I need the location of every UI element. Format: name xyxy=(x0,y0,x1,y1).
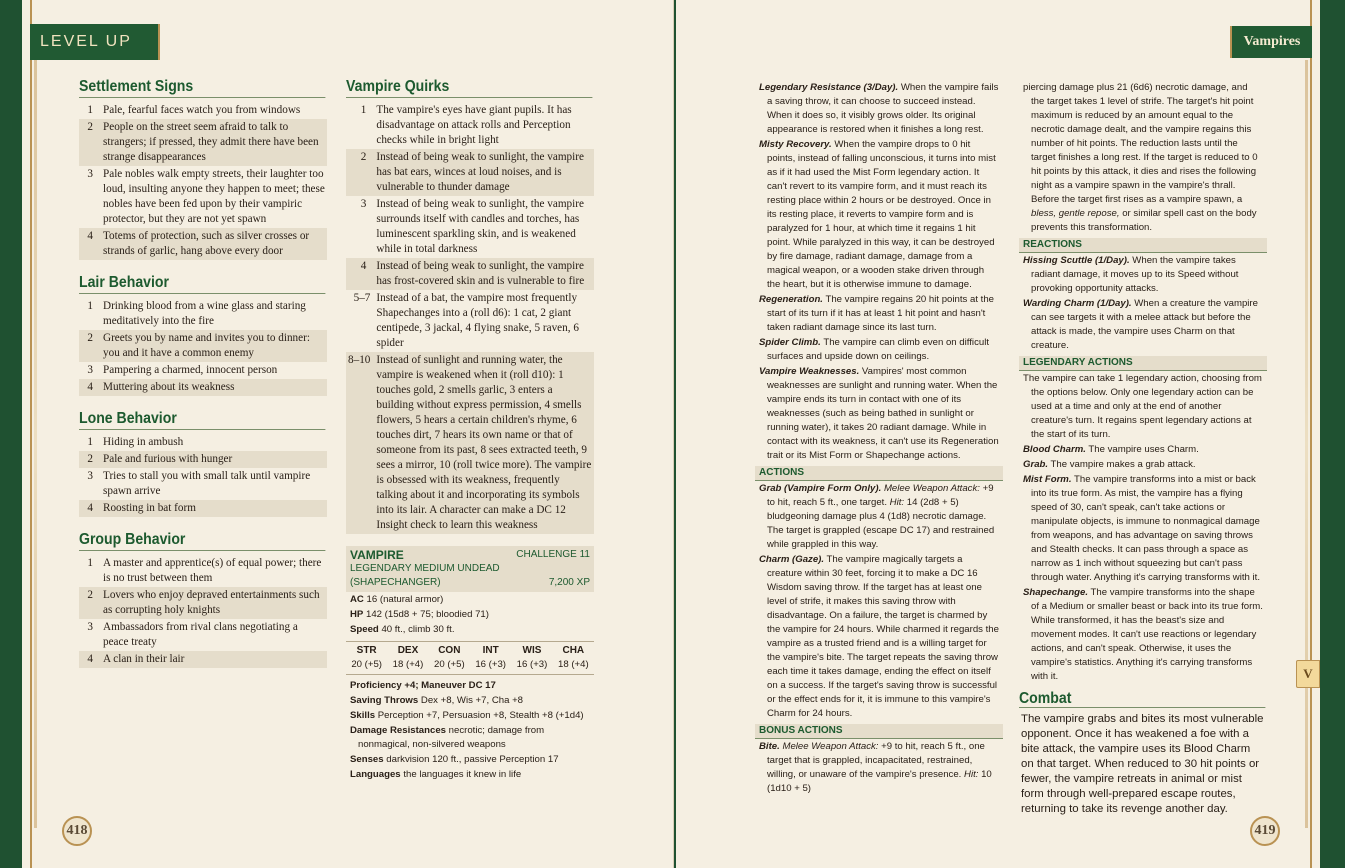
legendary-action: Shapechange. The vampire transforms into the shape of a Medium or smaller beast or back into its true form. While transformed, it has the beast's size and movement modes. It can't use reactions or legendary actions, and can't speak. Otherwise, it uses the vampire's statistics. Anything it's carrying transforms with it. xyxy=(1023,587,1263,682)
roll-number: 1 xyxy=(87,104,93,116)
creature-type: LEGENDARY MEDIUM UNDEAD xyxy=(350,563,500,574)
roll-number: 1 xyxy=(87,557,93,569)
legendary-action: Blood Charm. The vampire uses Charm. xyxy=(1023,444,1199,455)
ability-cha: CHA 18 (+4) xyxy=(557,645,589,670)
group-behavior-row xyxy=(79,651,327,668)
roll-result: Pale nobles walk empty streets, their laughter too loud, insulting anyone they happen to meet; these nobles have been fed upon by their vampiric protector, but they are not yet spawn xyxy=(103,168,325,225)
roll-number: 8–10 xyxy=(346,352,374,534)
group-behavior-row xyxy=(79,619,327,651)
roll-result: Tries to stall you with small talk until vampire spawn arrive xyxy=(103,470,311,497)
vampire-quirk-row xyxy=(346,290,594,352)
roll-result: A master and apprentice(s) of equal power; there is no trust between them xyxy=(103,557,322,584)
hit-points: HP 142 (15d8 + 75; bloodied 71) xyxy=(350,609,489,620)
vampire-quirk-row xyxy=(346,102,594,149)
roll-result: Roosting in bat form xyxy=(101,500,327,517)
group-behavior-table xyxy=(79,555,327,668)
legendary-action: Grab. The vampire makes a grab attack. xyxy=(1023,459,1196,470)
group-behavior-row xyxy=(79,555,327,587)
armor-class: AC 16 (natural armor) xyxy=(350,594,444,605)
vampire-quirks-table xyxy=(346,102,594,534)
lair-behavior-row xyxy=(79,379,327,396)
hissing-scuttle: Hissing Scuttle (1/Day). When the vampire takes radiant damage, it moves up to its Speed without provoking opportunity attacks. xyxy=(1023,255,1239,294)
roll-number: 4 xyxy=(79,379,101,396)
roll-result: Instead of being weak to sunlight, the vampire has frost-covered skin and is vulnerable to fire xyxy=(374,258,594,290)
trait: Vampire Weaknesses. Vampires' most common weaknesses are sunlight and running water. When the vampire ends its turn in contact with one of its weaknesses (such as being bathed in sunlight or running water), it takes 20 radiant damage. While in contact with its weakness, it can't use its Regeneration trait or its Mist Form or Shapechange actions. xyxy=(759,366,999,461)
trait: Misty Recovery. When the vampire drops to 0 hit points, instead of falling unconscious, it turns into mist as if it had used the Mist Form legendary action. It can't revert to its vampire form, and it must reach its resting place within 2 hours or be destroyed. Once in its resting place, it reverts to vampire form and is paralyzed for 1 hour, at which time it regains 1 hit point. While paralyzed in this way, it can be destroyed by fire damage, radiant damage, damage from a magical weapon, or a wooden stake driven through the heart, but it is otherwise immune to damage. xyxy=(759,139,996,290)
settlement-sign-row xyxy=(79,228,327,260)
roll-result: Ambassadors from rival clans negotiating a peace treaty xyxy=(103,621,298,648)
roll-result: Muttering about its weakness xyxy=(101,379,327,396)
bite-action: Bite. Melee Weapon Attack: +9 to hit, reach 5 ft., one target that is grappled, incapacitated, restrained, willing, or unaware of the vampire's presence. Hit: 10 (1d10 + 5) xyxy=(759,741,992,794)
page-number-left: 418 xyxy=(62,816,92,846)
skills: Skills Perception +7, Persuasion +8, Stealth +8 (+1d4) xyxy=(350,710,584,721)
roll-number: 1 xyxy=(87,436,93,448)
roll-result: Hiding in ambush xyxy=(103,436,184,448)
ability-int: INT 16 (+3) xyxy=(475,645,506,670)
combat-text: The vampire grabs and bites its most vulnerable opponent. Once it has weakened a foe with a bite attack, the vampire uses its Blood Charm on that target. When reduced to 30 hit points or fewer, the vampire retreats in animal or mist form through well-prepared escape routes, returning to take its revenge another day. xyxy=(1021,713,1264,815)
settlement-sign-row xyxy=(79,119,327,166)
stat-block-header xyxy=(346,546,594,592)
ability-str: STR 20 (+5) xyxy=(351,645,382,670)
roll-number: 3 xyxy=(87,364,93,376)
bite-continued: piercing damage plus 21 (6d6) necrotic damage, and the target takes 1 level of strife. The target's hit point maximum is reduced by an amount equal to the necrotic damage dealt, and the vampire regains this number of hit points. The reduction lasts until the target finishes a long rest. If the target is reduced to 0 hit points by this attack, it dies and rises the following night as a vampire spawn in the vampire's thrall. Before the target first rises as a vampire spawn, a bless, gentle repose, or similar spell cast on the body prevents this transformation. xyxy=(1023,82,1258,233)
legendary-actions-heading: LEGENDARY ACTIONS xyxy=(1019,356,1267,371)
ability-dex: DEX 18 (+4) xyxy=(392,645,424,670)
roll-number: 2 xyxy=(79,119,101,166)
roll-number: 3 xyxy=(87,168,93,180)
left-page xyxy=(22,0,674,868)
legendary-action: Mist Form. The vampire transforms into a mist or back into its true form. As mist, the vampire has a flying speed of 30, can't speak, can't take actions or manipulate objects, is immune to nonmagical damage from weapons, and has advantage on saving throws and Stealth checks. It can pass through a space as narrow as 1 inch without squeezing but can't pass through water. Anything it's carrying transforms with it. xyxy=(1023,474,1260,583)
trait: Spider Climb. The vampire can climb even on difficult surfaces and upside down on ceilings. xyxy=(759,337,989,362)
warding-charm: Warding Charm (1/Day). When a creature the vampire can see targets it with a melee attack but before the attack is made, the vampire uses Charm on that creature. xyxy=(1023,298,1258,351)
settlement-signs-table xyxy=(79,102,327,260)
lair-behavior-row xyxy=(79,362,327,379)
roll-number: 2 xyxy=(79,451,101,468)
combat-heading: Combat xyxy=(1019,692,1266,708)
ability-wis: WIS 16 (+3) xyxy=(516,645,548,670)
page-curl xyxy=(34,60,37,828)
bonus-actions-heading: BONUS ACTIONS xyxy=(755,724,1003,739)
left-column-1 xyxy=(79,78,327,668)
roll-number: 2 xyxy=(79,330,101,362)
lone-behavior-row xyxy=(79,451,327,468)
roll-result: Instead of being weak to sunlight, the vampire surrounds itself with candles and torches, has luminescent sparkling skin, and is weakened while in total darkness xyxy=(376,198,584,255)
vampire-quirk-row xyxy=(346,258,594,290)
roll-result: Lovers who enjoy depraved entertainments such as corrupting holy knights xyxy=(101,587,327,619)
group-behavior-row xyxy=(79,587,327,619)
page-curl xyxy=(1305,60,1308,828)
vampire-stat-block xyxy=(346,546,594,782)
roll-number: 4 xyxy=(79,651,101,668)
ability-con: CON 20 (+5) xyxy=(433,645,465,670)
proficiency: Proficiency +4; Maneuver DC 17 xyxy=(350,680,496,691)
page-number-right: 419 xyxy=(1250,816,1280,846)
roll-result: Instead of being weak to sunlight, the vampire has bat ears, winces at loud noises, and is vulnerable to thunder damage xyxy=(374,149,594,196)
roll-result: Instead of a bat, the vampire most frequently Shapechanges into a (roll d6): 1 cat, 2 giant centipede, 3 jackal, 4 flying snake, 5 raven, 6 spider xyxy=(376,292,579,349)
creature-name: VAMPIRE xyxy=(350,548,404,562)
speed: Speed 40 ft., climb 30 ft. xyxy=(350,624,455,635)
chapter-tab-v[interactable]: V xyxy=(1296,660,1320,688)
languages: Languages the languages it knew in life xyxy=(350,769,522,780)
right-page xyxy=(676,0,1320,868)
vampire-quirks-heading: Vampire Quirks xyxy=(346,78,593,98)
lair-behavior-table xyxy=(79,298,327,396)
lair-behavior-row xyxy=(79,298,327,330)
senses: Senses darkvision 120 ft., passive Perception 17 xyxy=(350,754,559,765)
roll-result: Totems of protection, such as silver crosses or strands of garlic, hang above every door xyxy=(101,228,327,260)
lone-behavior-heading: Lone Behavior xyxy=(79,410,326,430)
roll-number: 4 xyxy=(79,228,101,260)
lone-behavior-row xyxy=(79,468,327,500)
reactions-heading: REACTIONS xyxy=(1019,238,1267,253)
roll-result: Drinking blood from a wine glass and staring meditatively into the fire xyxy=(103,300,306,327)
roll-number: 4 xyxy=(346,258,374,290)
group-behavior-heading: Group Behavior xyxy=(79,531,326,551)
actions-heading: ACTIONS xyxy=(755,466,1003,481)
roll-result: Pale and furious with hunger xyxy=(101,451,327,468)
trait: Regeneration. The vampire regains 20 hit points at the start of its turn if it has at least 1 hit point and hasn't taken radiant damage since its last turn. xyxy=(759,294,994,333)
lair-behavior-heading: Lair Behavior xyxy=(79,274,326,294)
roll-number: 2 xyxy=(79,587,101,619)
roll-result: Pampering a charmed, innocent person xyxy=(103,364,278,376)
vampire-quirk-row xyxy=(346,196,594,258)
legendary-intro: The vampire can take 1 legendary action, choosing from the options below. Only one legendary action can be used at a time and only at the end of another creature's turn. It regains spent legendary actions at the start of its turn. xyxy=(1023,373,1262,440)
left-column-2 xyxy=(346,78,594,783)
roll-number: 3 xyxy=(360,198,367,210)
chapter-header: Vampires xyxy=(1230,26,1312,58)
roll-number: 2 xyxy=(346,149,374,196)
vampire-quirk-row xyxy=(346,149,594,196)
grab-action: Grab (Vampire Form Only). Melee Weapon Attack: +9 to hit, reach 5 ft., one target. Hit: 14 (2d8 + 5) bludgeoning damage plus 4 (1d8) necrotic damage. The target is grappled (escape DC 17) and restrained while grappled in this way. xyxy=(759,483,995,550)
ability-scores xyxy=(346,641,594,675)
roll-result: People on the street seem afraid to talk to strangers; if pressed, they admit there have been strange disappearances xyxy=(101,119,327,166)
right-column-2 xyxy=(1019,80,1267,817)
creature-subtype: (SHAPECHANGER) xyxy=(350,577,441,588)
lair-behavior-row xyxy=(79,330,327,362)
lone-behavior-table xyxy=(79,434,327,517)
roll-result: Greets you by name and invites you to dinner: you and it have a common enemy xyxy=(101,330,327,362)
vampire-quirk-row xyxy=(346,352,594,534)
damage-resistances: Damage Resistances necrotic; damage from nonmagical, non-silvered weapons xyxy=(350,725,545,750)
roll-number: 3 xyxy=(87,470,93,482)
roll-number: 4 xyxy=(79,500,101,517)
roll-number: 1 xyxy=(87,300,93,312)
roll-result: The vampire's eyes have giant pupils. It has disadvantage on attack rolls and Perception checks while in bright light xyxy=(376,104,572,146)
challenge-rating: CHALLENGE 11 xyxy=(516,549,590,560)
gold-border xyxy=(30,0,32,868)
roll-number: 3 xyxy=(87,621,93,633)
roll-result: A clan in their lair xyxy=(101,651,327,668)
lone-behavior-row xyxy=(79,434,327,451)
roll-result: Instead of sunlight and running water, the vampire is weakened when it (roll d10): 1 touches gold, 2 smells garlic, 3 enters a building without express permission, 4 smells flowers, 5 hears a certain children's rhyme, 6 touches dirt, 7 hears its own name or that of someone from its past, 8 sees extracted teeth, 9 sees a mirror, 10 (roll twice more). The vampire is obsessed with its weakness, frequently talking about it and incorporating its symbols into its lair. A character can make a DC 12 Insight check to learn this weakness xyxy=(374,352,594,534)
creature-xp: 7,200 XP xyxy=(548,577,590,588)
settlement-sign-row xyxy=(79,166,327,228)
right-column-1 xyxy=(755,80,1003,797)
trait: Legendary Resistance (3/Day). When the vampire fails a saving throw, it can choose to succeed instead. When it does so, it visibly grows older. Its original appearance is restored when it finishes a long rest. xyxy=(759,82,999,135)
settlement-signs-heading: Settlement Signs xyxy=(79,78,326,98)
charm-action: Charm (Gaze). The vampire magically targets a creature within 30 feet, forcing it to make a DC 16 Wisdom saving throw. If the target has at least one level of strife, it makes this saving throw with disadvantage. On a failure, the target is charmed by the vampire for 24 hours. While charmed it regards the vampire as a trusted friend and is a willing target for the vampire's bite. The target repeats the saving throw each time it takes damage, ending the effect on itself on a success. If the target's saving throw is successful or the effect ends for it, it is immune to this vampire's Charm for 24 hours. xyxy=(759,554,999,719)
lone-behavior-row xyxy=(79,500,327,517)
roll-number: 5–7 xyxy=(353,292,371,304)
gold-border xyxy=(1310,0,1312,868)
roll-number: 1 xyxy=(360,104,367,116)
roll-result: Pale, fearful faces watch you from windows xyxy=(103,104,301,116)
settlement-sign-row xyxy=(79,102,327,119)
saving-throws: Saving Throws Dex +8, Wis +7, Cha +8 xyxy=(350,695,524,706)
book-logo: LEVEL UP xyxy=(30,24,160,60)
